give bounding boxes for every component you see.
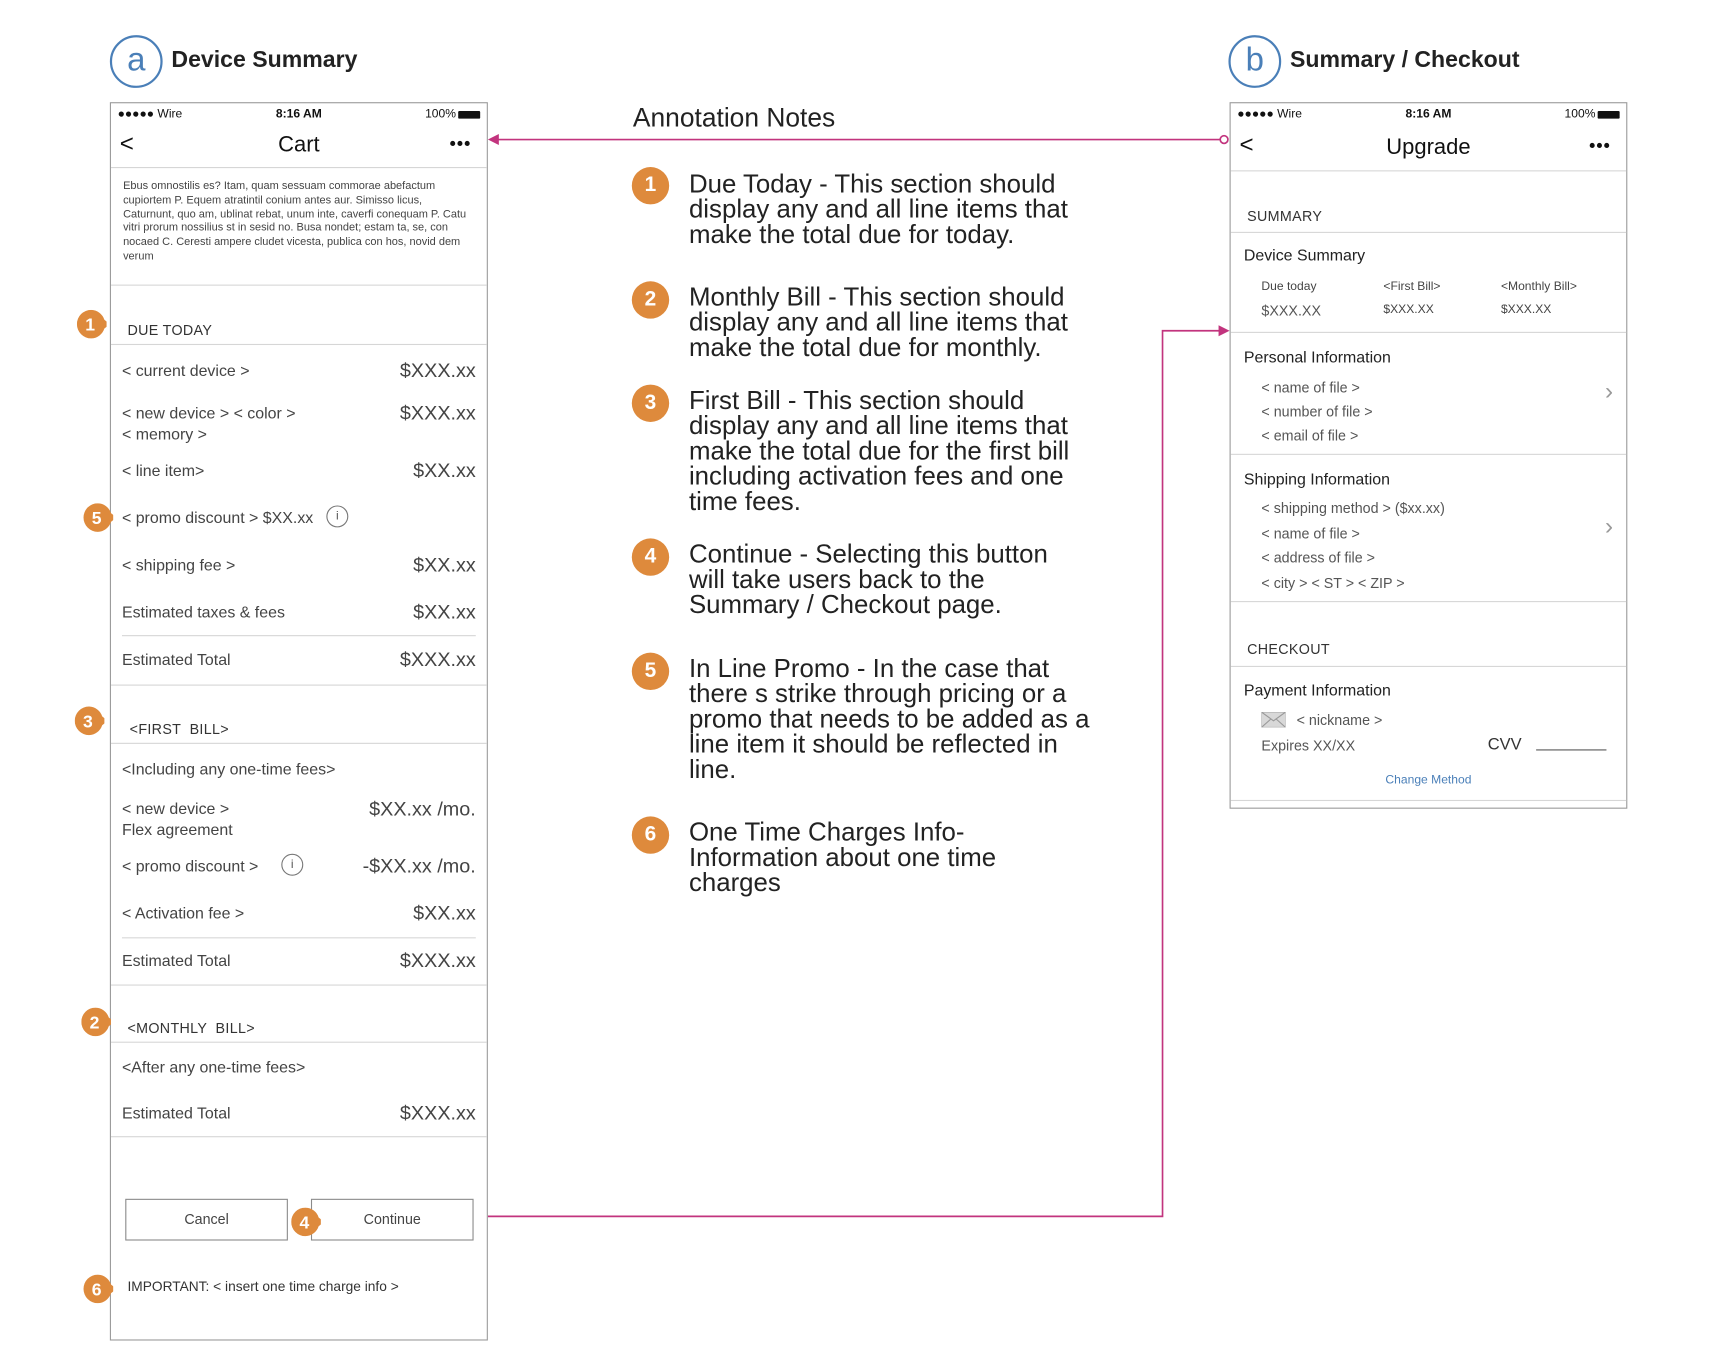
due-today-heading: DUE TODAY <box>127 321 213 339</box>
time-text: 8:16 AM <box>1405 107 1452 121</box>
personal-info-title[interactable]: Personal Information <box>1243 349 1391 367</box>
card-nickname: < nickname > <box>1296 712 1383 729</box>
note-3-text: First Bill - This section should display any and all line items that make the total due for the first bill including activation fees and one time fees. <box>688 385 1070 516</box>
first-bill-col-label: <First Bill> <box>1383 280 1441 294</box>
summary-heading: SUMMARY <box>1247 207 1323 225</box>
due-today-total-label: Estimated Total <box>121 651 231 670</box>
nav-divider <box>111 167 487 168</box>
back-arrow-icon[interactable]: < <box>119 129 134 158</box>
monthly-total-price: $XXX.xx <box>399 1102 476 1125</box>
shipping-fee-label: < shipping fee > <box>121 557 236 575</box>
battery-indicator: 100% <box>425 108 480 121</box>
new-device-label: < new device > < color > <box>121 405 296 424</box>
device-summary-title: Device Summary <box>1243 247 1366 265</box>
personal-number-line: < number of file > <box>1261 403 1373 420</box>
label-b-badge: b <box>1228 35 1281 88</box>
svg-text:6: 6 <box>91 1279 102 1300</box>
current-device-price: $XXX.xx <box>399 359 476 382</box>
cart-phone-screen <box>110 102 488 1340</box>
divider <box>122 937 476 938</box>
note-6-text: One Time Charges Info- Information about one time charges <box>688 817 997 897</box>
divider <box>122 635 476 636</box>
shipping-address-line: < address of file > <box>1261 549 1375 566</box>
badge-1-icon <box>77 310 107 340</box>
divider <box>111 685 487 686</box>
personal-email-line: < email of file > <box>1261 427 1359 444</box>
divider <box>111 985 487 986</box>
line-item-price: $XX.xx <box>413 459 476 482</box>
flex-agreement-label: Flex agreement <box>121 821 233 840</box>
shipping-name-line: < name of file > <box>1261 525 1360 542</box>
first-bill-total-label: Estimated Total <box>121 952 231 971</box>
first-bill-info-icon[interactable] <box>281 854 303 876</box>
current-device-label: < current device > <box>121 362 250 381</box>
badge-2-icon <box>81 1008 111 1038</box>
note-2-number: 2 <box>632 281 669 318</box>
personal-chevron-right-icon[interactable]: › <box>1604 376 1614 405</box>
flex-device-price: $XX.xx /mo. <box>369 797 476 820</box>
status-bar <box>1231 108 1627 123</box>
divider <box>1231 454 1627 455</box>
svg-text:1: 1 <box>85 314 95 335</box>
info-icon[interactable]: i <box>326 505 348 527</box>
note-6-number: 6 <box>632 816 669 853</box>
svg-text:3: 3 <box>83 711 93 732</box>
battery-icon <box>458 111 480 119</box>
divider <box>1231 666 1627 667</box>
divider <box>111 285 487 286</box>
carrier-text: ●●●●● Wire <box>117 107 183 121</box>
monthly-bill-col-label: <Monthly Bill> <box>1500 280 1577 294</box>
cvv-label: CVV <box>1487 735 1522 754</box>
svg-text:2: 2 <box>89 1012 100 1033</box>
personal-name-line: < name of file > <box>1261 379 1360 396</box>
flex-device-label: < new device > <box>121 801 230 819</box>
device-summary-heading: Device Summary <box>171 47 358 73</box>
divider <box>111 1136 487 1137</box>
first-bill-col-value: $XXX.XX <box>1383 303 1434 317</box>
svg-text:5: 5 <box>91 508 102 529</box>
badge-6-icon <box>84 1275 114 1305</box>
cvv-input[interactable] <box>1536 749 1606 750</box>
intro-paragraph: Ebus omnostilis es? Itam, quam sessuam commorae abefactum cupiortem P. Equem atratintil conium antes aur. Simisso licus, Caturnunt, quo am, ublinat rebat, unum inte, caverfi conequam P. Catu vitri prorum nossilius st in sesid no. Busa nondet; estam ta, se, con nocaed C. Ceresti ampere cludet vicesta, publica con hos, novid dem verum <box>123 180 467 263</box>
back-arrow-icon[interactable]: < <box>1239 130 1254 159</box>
label-a-badge: a <box>110 35 163 88</box>
more-menu-icon[interactable]: ••• <box>1589 137 1611 157</box>
carrier-text: ●●●●● Wire <box>1237 107 1302 121</box>
payment-info-title: Payment Information <box>1243 682 1391 700</box>
divider <box>1231 601 1627 602</box>
badge-5-icon <box>84 503 114 533</box>
divider <box>1231 332 1627 333</box>
divider <box>111 1042 487 1043</box>
first-bill-total-price: $XXX.xx <box>399 949 476 972</box>
shipping-chevron-right-icon[interactable]: › <box>1604 512 1614 540</box>
checkout-heading: CHECKOUT <box>1247 640 1330 658</box>
memory-label: < memory > <box>121 426 207 444</box>
note-1-number: 1 <box>632 167 669 204</box>
line-item-label: < line item> <box>121 462 205 481</box>
new-device-price: $XXX.xx <box>399 402 476 425</box>
summary-checkout-heading: Summary / Checkout <box>1289 47 1520 73</box>
cancel-button[interactable]: Cancel <box>125 1199 288 1241</box>
monthly-bill-heading: <MONTHLY BILL> <box>127 1019 255 1037</box>
battery-icon <box>1598 111 1620 119</box>
monthly-bill-note: <After any one-time fees> <box>121 1059 306 1077</box>
annotation-notes-title: Annotation Notes <box>632 103 836 133</box>
more-menu-icon[interactable]: ••• <box>449 135 472 154</box>
promo-discount-label: < promo discount > $XX.xx <box>121 509 314 528</box>
monthly-total-label: Estimated Total <box>121 1105 231 1123</box>
shipping-info-title[interactable]: Shipping Information <box>1243 471 1390 489</box>
svg-text:4: 4 <box>299 1212 310 1233</box>
card-envelope-icon <box>1261 712 1285 727</box>
upgrade-phone-screen <box>1230 102 1628 809</box>
monthly-bill-col-value: $XXX.XX <box>1500 303 1552 317</box>
divider <box>111 743 487 744</box>
card-expires: Expires XX/XX <box>1261 737 1356 754</box>
page-title: Cart <box>278 132 320 158</box>
note-1-text: Due Today - This section should display any and all line items that make the total due for today. <box>688 169 1068 249</box>
note-4-number: 4 <box>632 538 669 575</box>
important-note: IMPORTANT: < insert one time charge info > <box>127 1279 399 1295</box>
continue-button[interactable]: Continue <box>311 1199 474 1241</box>
time-text: 8:16 AM <box>275 107 322 121</box>
divider <box>1231 232 1627 233</box>
taxes-fees-label: Estimated taxes & fees <box>121 604 285 622</box>
due-today-col-label: Due today <box>1261 280 1317 294</box>
status-bar <box>111 108 487 123</box>
shipping-fee-price: $XX.xx <box>413 553 476 576</box>
page-title: Upgrade <box>1386 135 1471 160</box>
note-5-number: 5 <box>632 653 669 690</box>
note-4-text: Continue - Selecting this button will take users back to the Summary / Checkout page. <box>688 539 1048 619</box>
activation-fee-price: $XX.xx <box>413 902 476 925</box>
nav-divider <box>1231 170 1627 171</box>
change-method-link[interactable]: Change Method <box>1385 773 1472 787</box>
note-2-text: Monthly Bill - This section should display any and all line items that make the total due for monthly. <box>688 282 1068 362</box>
due-today-col-value: $XXX.XX <box>1261 302 1321 319</box>
info-icon[interactable]: i <box>281 854 303 876</box>
taxes-fees-price: $XX.xx <box>413 601 476 624</box>
divider <box>111 344 487 345</box>
first-bill-note: <Including any one-time fees> <box>121 761 336 780</box>
first-bill-promo-label: < promo discount > <box>121 858 259 876</box>
first-bill-promo-price: -$XX.xx /mo. <box>362 854 476 877</box>
badge-3-icon <box>75 707 105 737</box>
note-5-text: In Line Promo - In the case that there s strike through pricing or a promo that needs to be added as a line item it should be reflected in line. <box>688 653 1090 784</box>
first-bill-heading: <FIRST BILL> <box>129 720 229 738</box>
due-today-total-price: $XXX.xx <box>399 648 476 671</box>
promo-info-icon[interactable] <box>326 505 348 527</box>
battery-indicator: 100% <box>1565 108 1620 121</box>
activation-fee-label: < Activation fee > <box>121 905 245 923</box>
shipping-method-line: < shipping method > ($xx.xx) <box>1261 499 1445 517</box>
badge-4-icon <box>291 1208 321 1238</box>
shipping-city-line: < city > < ST > < ZIP > <box>1261 574 1405 592</box>
note-3-number: 3 <box>632 385 669 422</box>
divider <box>1231 800 1627 801</box>
